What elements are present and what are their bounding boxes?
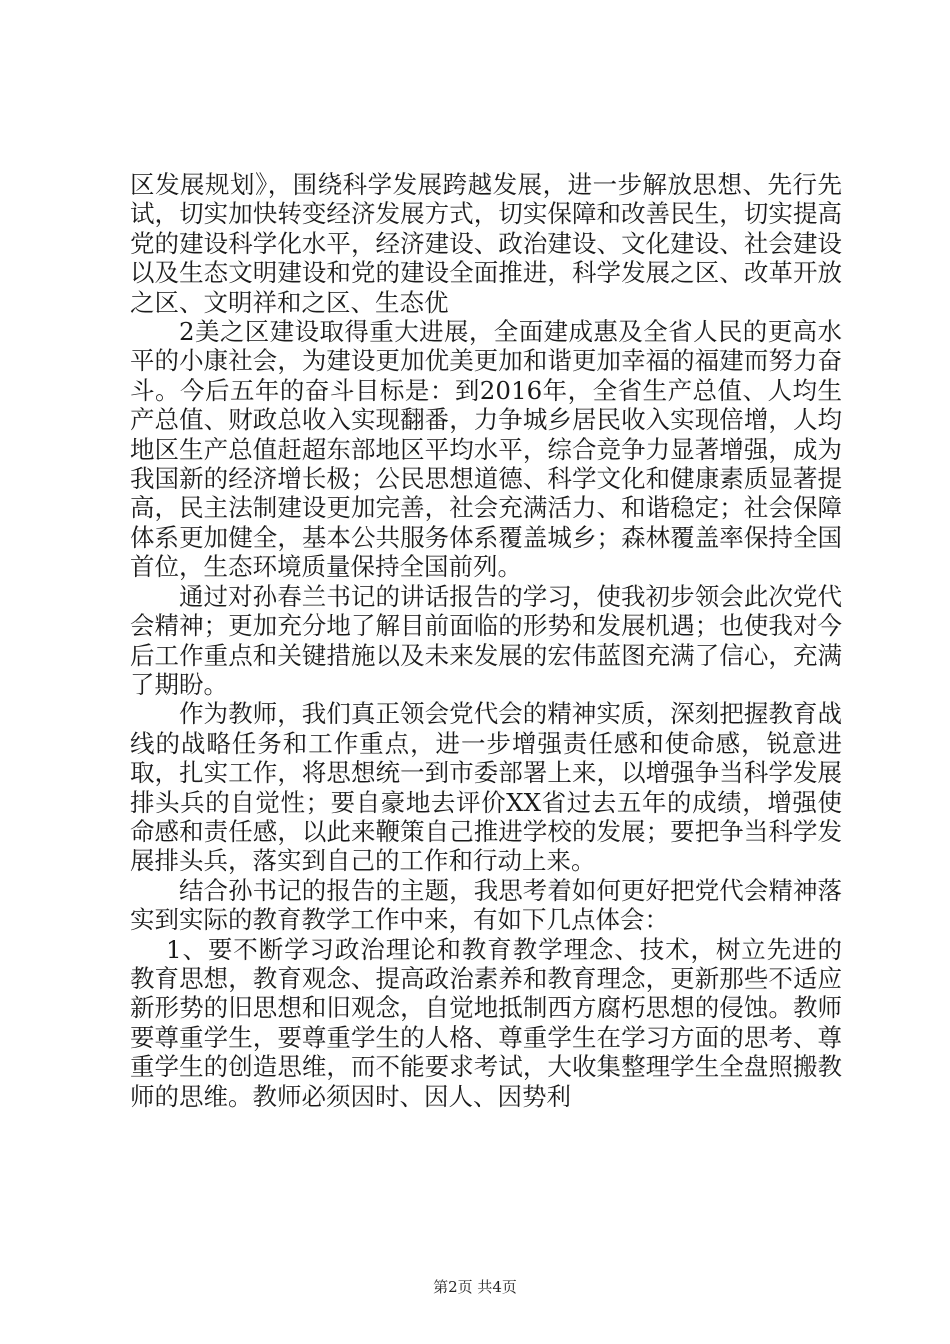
paragraph-4: 作为教师，我们真正领会党代会的精神实质，深刻把握教育战线的战略任务和工作重点，进一步增强责任感和使命感，锐意进取，扎实工作，将思想统一到市委部署上来，以增强争当科学发展排头兵的自觉性；要自豪地去评价XX省过去五年的成绩，增强使命感和责任感，以此来鞭策自己推进学校的发展；要把争当科学发展排头兵，落实到自己的工作和行动上来。: [130, 699, 842, 876]
paragraph-5: 结合孙书记的报告的主题，我思考着如何更好把党代会精神落实到实际的教育教学工作中来，有如下几点体会：: [130, 875, 842, 935]
page-number-label: 第2页 共4页: [433, 1278, 517, 1296]
paragraph-1: 区发展规划》，围绕科学发展跨越发展，进一步解放思想、先行先试，切实加快转变经济发展方式，切实保障和改善民生，切实提高党的建设科学化水平，经济建设、政治建设、文化建设、社会建设以及生态文明建设和党的建设全面推进，科学发展之区、改革开放之区、文明祥和之区、生态优: [130, 170, 842, 317]
paragraph-3: 通过对孙春兰书记的讲话报告的学习，使我初步领会此次党代会精神；更加充分地了解目前面临的形势和发展机遇；也使我对今后工作重点和关键措施以及未来发展的宏伟蓝图充满了信心，充满了期盼。: [130, 581, 842, 699]
paragraph-2: 2美之区建设取得重大进展，全面建成惠及全省人民的更高水平的小康社会，为建设更加优美更加和谐更加幸福的福建而努力奋斗。今后五年的奋斗目标是：到2016年，全省生产总值、人均生产总值、财政总收入实现翻番，力争城乡居民收入实现倍增，人均地区生产总值赶超东部地区平均水平，综合竞争力显著增强，成为我国新的经济增长极；公民思想道德、科学文化和健康素质显著提高，民主法制建设更加完善，社会充满活力、和谐稳定；社会保障体系更加健全，基本公共服务体系覆盖城乡；森林覆盖率保持全国首位，生态环境质量保持全国前列。: [130, 317, 842, 582]
paragraph-6: 1、要不断学习政治理论和教育教学理念、技术，树立先进的教育思想，教育观念、提高政治素养和教育理念，更新那些不适应新形势的旧思想和旧观念，自觉地抵制西方腐朽思想的侵蚀。教师要尊重学生，要尊重学生的人格、尊重学生在学习方面的思考、尊重学生的创造思维，而不能要求考试，大收集整理学生全盘照搬教师的思维。教师必须因时、因人、因势利: [130, 934, 842, 1111]
page-footer: [0, 1276, 950, 1297]
document-body: [130, 170, 842, 1111]
